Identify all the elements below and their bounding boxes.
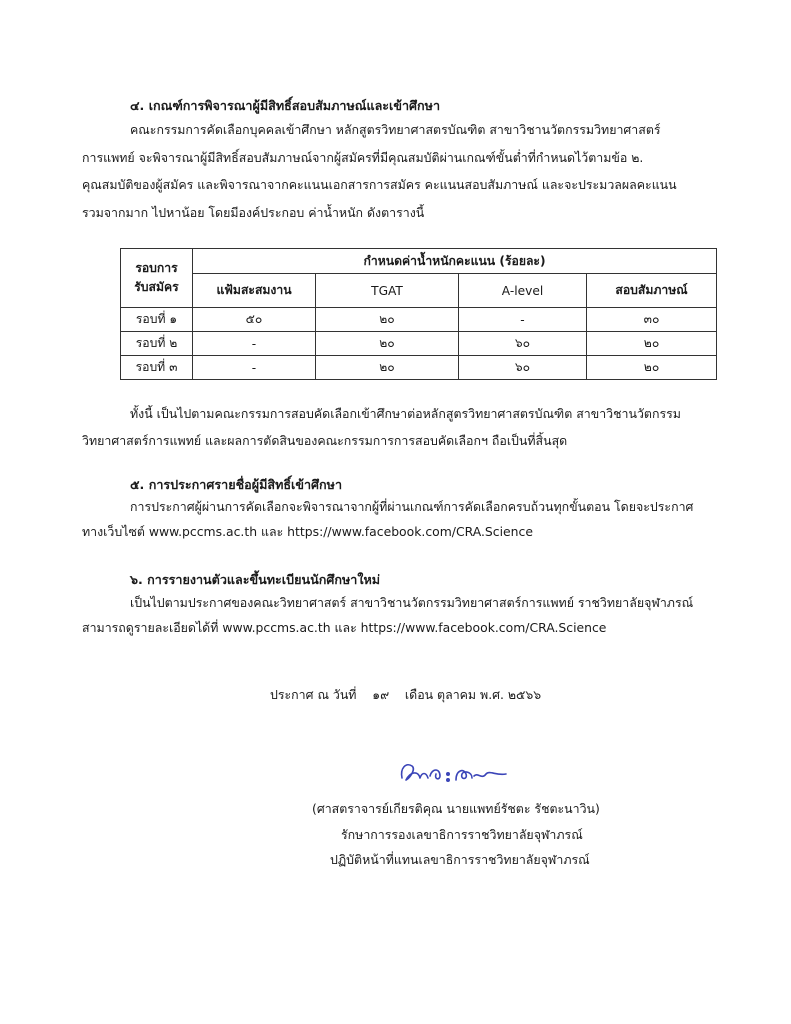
- section-4-para-line-1: คณะกรรมการคัดเลือกบุคคลเข้าศึกษา หลักสูตรวิทยาศาสตรบัณฑิต สาขาวิชานวัตกรรมวิทยาศาสตร์: [130, 122, 661, 137]
- column-header-alevel: A-level: [459, 274, 587, 308]
- signatory-title-1: รักษาการรองเลขาธิการราชวิทยาลัยจุฬาภรณ์: [341, 827, 583, 842]
- section-5-line-1: การประกาศผู้ผ่านการคัดเลือกจะพิจารณาจากผู้ที่ผ่านเกณฑ์การคัดเลือกครบถ้วนทุกขั้นตอน โดยจะประกาศ: [130, 499, 694, 514]
- section-5-line-2: ทางเว็บไซต์ www.pccms.ac.th และ https://www.facebook.com/CRA.Science: [82, 524, 533, 539]
- section-5-heading: ๕. การประกาศรายชื่อผู้มีสิทธิ์เข้าศึกษา: [130, 477, 343, 492]
- section-4-para-line-2: การแพทย์ จะพิจารณาผู้มีสิทธิ์สอบสัมภาษณ์จากผู้สมัครที่มีคุณสมบัติผ่านเกณฑ์ขั้นต่ำที่กำหนดไว้ตามข้อ ๒.: [82, 150, 644, 165]
- column-header-tgat: TGAT: [316, 274, 459, 308]
- row-round-label: รอบที่ ๒: [121, 332, 193, 356]
- round-header-line-1: รอบการ: [135, 261, 178, 275]
- table-cell: ๖๐: [459, 332, 587, 356]
- signatory-title-2: ปฏิบัติหน้าที่แทนเลขาธิการราชวิทยาลัยจุฬาภรณ์: [330, 852, 590, 867]
- table-cell: ๒๐: [587, 356, 717, 380]
- section-6-heading: ๖. การรายงานตัวและขึ้นทะเบียนนักศึกษาใหม่: [130, 572, 381, 587]
- weight-group-header: กำหนดค่าน้ำหนักคะแนน (ร้อยละ): [193, 249, 717, 274]
- table-cell: ๖๐: [459, 356, 587, 380]
- after-table-line-1: ทั้งนี้ เป็นไปตามคณะกรรมการสอบคัดเลือกเข้าศึกษาต่อหลักสูตรวิทยาศาสตรบัณฑิต สาขาวิชานวัตกรรม: [130, 406, 681, 421]
- row-round-label: รอบที่ ๑: [121, 308, 193, 332]
- after-table-line-2: วิทยาศาสตร์การแพทย์ และผลการตัดสินของคณะกรรมการการสอบคัดเลือกฯ ถือเป็นที่สิ้นสุด: [82, 433, 568, 448]
- round-header-line-2: รับสมัคร: [134, 280, 179, 294]
- table-cell: ๓๐: [587, 308, 717, 332]
- table-cell: -: [193, 356, 316, 380]
- section-4-heading: ๔. เกณฑ์การพิจารณาผู้มีสิทธิ์สอบสัมภาษณ์และเข้าศึกษา: [130, 98, 441, 113]
- section-4-para-line-3: คุณสมบัติของผู้สมัคร และพิจารณาจากคะแนนเอกสารการสมัคร คะแนนสอบสัมภาษณ์ และจะประมวลผลคะแนน: [82, 177, 677, 192]
- column-header-interview: สอบสัมภาษณ์: [587, 274, 717, 308]
- table-cell: ๒๐: [587, 332, 717, 356]
- signature-scribble: [398, 758, 510, 788]
- column-header-portfolio: แฟ้มสะสมงาน: [193, 274, 316, 308]
- table-row: [121, 308, 717, 332]
- table-cell: -: [193, 332, 316, 356]
- round-header: [121, 249, 193, 308]
- announcement-date: ประกาศ ณ วันที่ ๑๙ เดือน ตุลาคม พ.ศ. ๒๕๖๖: [270, 687, 542, 702]
- table-cell: ๒๐: [316, 308, 459, 332]
- section-6-line-2: สามารถดูรายละเอียดได้ที่ www.pccms.ac.th และ https://www.facebook.com/CRA.Science: [82, 620, 607, 635]
- signatory-name: (ศาสตราจารย์เกียรติคุณ นายแพทย์รัชตะ รัชตะนาวิน): [312, 801, 600, 816]
- score-weight-table: [120, 248, 717, 380]
- table-cell: ๕๐: [193, 308, 316, 332]
- table-row: [121, 356, 717, 380]
- row-round-label: รอบที่ ๓: [121, 356, 193, 380]
- section-4-para-line-4: รวมจากมาก ไปหาน้อย โดยมีองค์ประกอบ ค่าน้ำหนัก ดังตารางนี้: [82, 205, 425, 220]
- table-cell: -: [459, 308, 587, 332]
- table-cell: ๒๐: [316, 356, 459, 380]
- section-6-line-1: เป็นไปตามประกาศของคณะวิทยาศาสตร์ สาขาวิชานวัตกรรมวิทยาศาสตร์การแพทย์ ราชวิทยาลัยจุฬาภรณ์: [130, 595, 694, 610]
- table-row: [121, 332, 717, 356]
- table-cell: ๒๐: [316, 332, 459, 356]
